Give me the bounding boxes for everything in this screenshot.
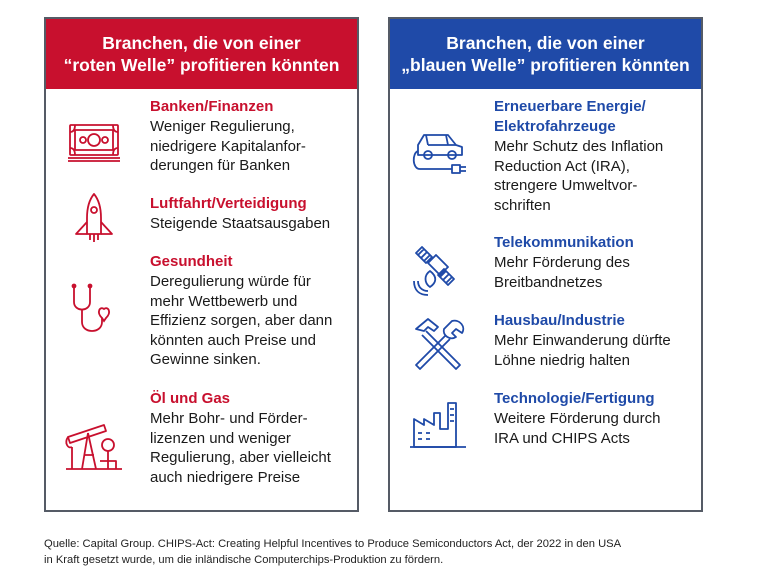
money-icon xyxy=(64,111,124,171)
red-panel-header-line2: “roten Welle” profitieren könnten xyxy=(63,55,340,75)
red-wave-panel xyxy=(44,17,359,512)
item-description: Deregulierung würde für mehr Wettbewerb und Effizienz sorgen, aber dann könnten auch Preise und Gewinne sinken. xyxy=(150,273,333,368)
stethoscope-icon xyxy=(64,280,124,340)
red-panel-header xyxy=(46,19,357,89)
oil-pump-icon xyxy=(64,417,124,477)
item-description: Weniger Regulierung, niedrigere Kapitalanfor- derungen für Banken xyxy=(150,118,306,174)
blue-panel-header-line2: „blauen Welle” profitieren könnten xyxy=(401,55,690,75)
item-title: Luftfahrt/Verteidigung xyxy=(150,195,307,212)
source-footnote: Quelle: Capital Group. CHIPS-Act: Creating Helpful Incentives to Produce Semiconductors Act, der 2022 in den USA in Kraft gesetzt wurde, um die inländische Computerchips-Produktion zu fördern. xyxy=(44,538,622,566)
item-description: Weitere Förderung durch IRA und CHIPS Acts xyxy=(494,410,661,447)
item-description: Steigende Staatsausgaben xyxy=(150,215,331,232)
item-title: Banken/Finanzen xyxy=(150,98,274,115)
blue-panel-header-line1: Branchen, die von einer xyxy=(446,33,645,53)
item-description: Mehr Förderung des Breitbandnetzes xyxy=(494,254,630,291)
red-panel-header-line1: Branchen, die von einer xyxy=(102,33,301,53)
item-title: Telekommunikation xyxy=(494,234,634,251)
item-title: Gesundheit xyxy=(150,253,233,270)
electric-car-icon xyxy=(408,123,468,183)
item-description: Mehr Einwanderung dürfte Löhne niedrig halten xyxy=(494,332,671,369)
blue-panel-header xyxy=(390,19,701,89)
item-title: Hausbau/Industrie xyxy=(494,312,625,329)
item-title: Öl und Gas xyxy=(150,390,231,407)
factory-icon xyxy=(408,395,468,455)
satellite-icon xyxy=(408,241,468,301)
space-shuttle-icon xyxy=(64,188,124,248)
item-title: Erneuerbare Energie/ Elektrofahrzeuge xyxy=(494,98,646,135)
item-description: Mehr Bohr- und Förder- lizenzen und weniger Regulierung, aber vielleicht auch niedrigere Preise xyxy=(150,410,331,486)
item-description: Mehr Schutz des Inflation Reduction Act (IRA), strengere Umweltvor- schriften xyxy=(494,138,664,214)
tools-icon xyxy=(408,315,468,375)
item-title: Technologie/Fertigung xyxy=(494,390,655,407)
blue-wave-panel xyxy=(388,17,703,512)
